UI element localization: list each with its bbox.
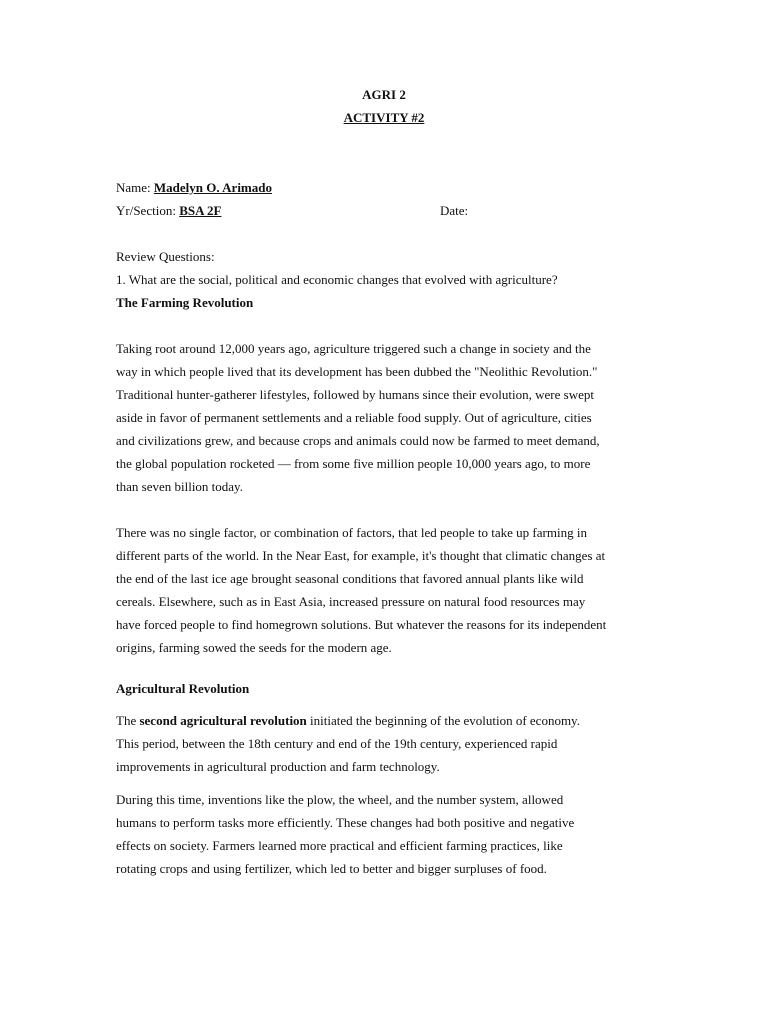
text-line: Taking root around 12,000 years ago, agriculture triggered such a change in society and the [116,341,591,356]
text-line: improvements in agricultural production and farm technology. [116,759,440,774]
review-heading: Review Questions: [116,249,215,264]
agri-paragraph-2 [116,788,656,880]
farming-paragraph-1 [116,337,656,498]
question-1: 1. What are the social, political and economic changes that evolved with agriculture? [116,272,558,287]
text-line: rotating crops and using fertilizer, which led to better and bigger surpluses of food. [116,861,547,876]
text-line: way in which people lived that its development has been dubbed the "Neolithic Revolution." [116,364,598,379]
bold-phrase: second agricultural revolution [139,713,307,728]
text-fragment: The [116,713,140,728]
text-line: Traditional hunter-gatherer lifestyles, followed by humans since their evolution, were swept [116,387,594,402]
name-value: Madelyn O. Arimado [153,180,272,195]
text-line: During this time, inventions like the plow, the wheel, and the number system, allowed [116,792,564,807]
text-fragment: initiated the beginning of the evolution of economy. [306,713,580,728]
section-line [116,203,221,219]
text-line: effects on society. Farmers learned more practical and efficient farming practices, like [116,838,563,853]
farming-paragraph-2 [116,521,656,659]
text-line: humans to perform tasks more efficiently. These changes had both positive and negative [116,815,575,830]
section-value: BSA 2F [179,203,222,218]
text-line: origins, farming sowed the seeds for the modern age. [116,640,392,655]
text-line: There was no single factor, or combination of factors, that led people to take up farming in [116,525,587,540]
agricultural-revolution-heading: Agricultural Revolution [116,681,250,696]
text-line: than seven billion today. [116,479,243,494]
text-line: and civilizations grew, and because crops and animals could now be farmed to meet demand, [116,433,600,448]
section-label: Yr/Section: [116,203,176,218]
activity-title: ACTIVITY #2 [343,110,425,125]
text-line: the global population rocketed — from some five million people 10,000 years ago, to more [116,456,591,471]
text-line: the end of the last ice age brought seasonal conditions that favored annual plants like wild [116,571,584,586]
text-line: This period, between the 18th century and end of the 19th century, experienced rapid [116,736,558,751]
farming-heading: The Farming Revolution [116,295,254,310]
agri-paragraph-1 [116,709,656,778]
name-line [116,180,272,196]
name-label: Name: [116,180,151,195]
text-line: different parts of the world. In the Near East, for example, it's thought that climatic changes at [116,548,606,563]
text-line [116,709,656,732]
date-label: Date: [440,203,469,218]
course-title: AGRI 2 [362,87,406,102]
text-line: cereals. Elsewhere, such as in East Asia, increased pressure on natural food resources may [116,594,586,609]
text-line: have forced people to find homegrown solutions. But whatever the reasons for its independent [116,617,607,632]
text-line: aside in favor of permanent settlements and a reliable food supply. Out of agriculture, cities [116,410,592,425]
